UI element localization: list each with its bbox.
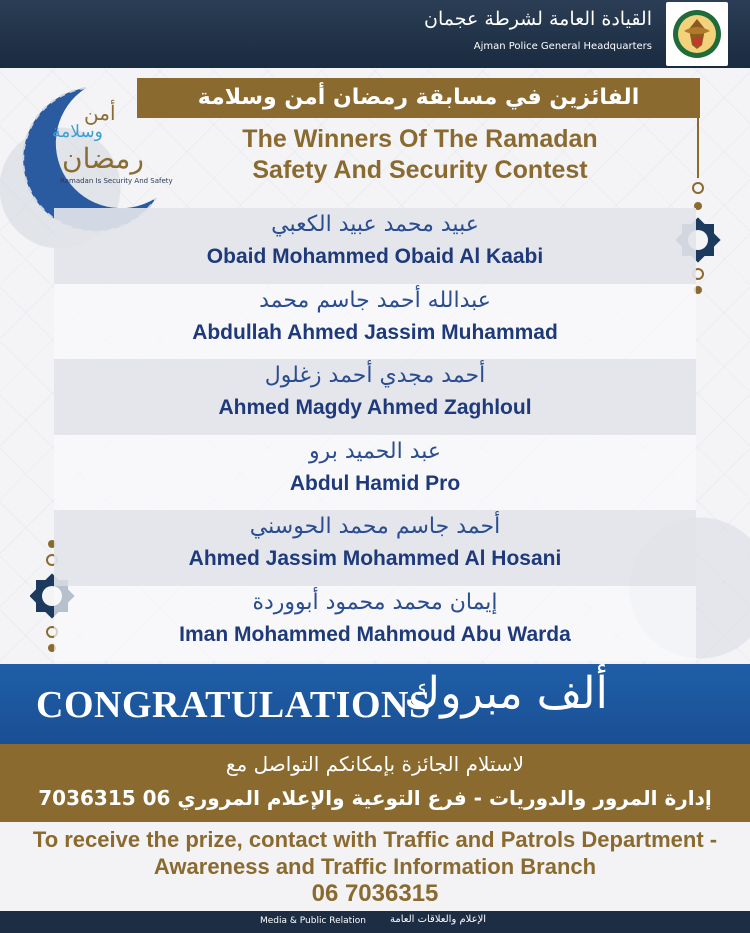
winner-name-en: Obaid Mohammed Obaid Al Kaabi bbox=[206, 245, 544, 268]
winner-row bbox=[54, 284, 696, 360]
winner-name-ar: عبيد محمد عبيد الكعبي bbox=[271, 212, 479, 237]
police-crest-icon bbox=[666, 2, 728, 66]
winner-row bbox=[54, 208, 696, 284]
contact-ar-line2: إدارة المرور والدوريات - فرع التوعية والإعلام المروري 06 7036315 bbox=[38, 786, 712, 810]
logo-text-ramadan: رمضان bbox=[62, 142, 144, 175]
title-ar: الفائزين في مسابقة رمضان أمن وسلامة bbox=[197, 85, 640, 110]
title-en bbox=[190, 124, 650, 186]
contact-ar-line1: لاستلام الجائزة بإمكانكم التواصل مع bbox=[225, 752, 525, 776]
header-title-en: Ajman Police General Headquarters bbox=[473, 41, 652, 52]
contact-en-line1: To receive the prize, contact with Traffic and Patrols Department - bbox=[32, 827, 718, 852]
footer-en: Media & Public Relation bbox=[260, 916, 366, 926]
winner-name-en: Ahmed Magdy Ahmed Zaghloul bbox=[218, 396, 532, 419]
footer-ar: الإعلام والعلاقات العامة bbox=[390, 914, 487, 925]
contact-en-line2: Awareness and Traffic Information Branch bbox=[153, 854, 597, 879]
winner-name-en: Abdul Hamid Pro bbox=[289, 471, 461, 495]
winner-name-ar: عبدالله أحمد جاسم محمد bbox=[259, 287, 491, 313]
winner-name-en: Iman Mohammed Mahmoud Abu Warda bbox=[179, 622, 571, 646]
title-en-line1: The Winners Of The Ramadan bbox=[242, 125, 598, 153]
winner-row bbox=[54, 586, 696, 662]
header-title-ar: القيادة العامة لشرطة عجمان bbox=[424, 8, 652, 30]
logo-tagline: Ramadan Is Security And Safety bbox=[60, 177, 173, 185]
winners-list bbox=[54, 208, 696, 661]
winner-row bbox=[54, 435, 696, 511]
winner-name-en: Ahmed Jassim Mohammed Al Hosani bbox=[188, 547, 562, 570]
winner-row bbox=[54, 359, 696, 435]
contact-en bbox=[0, 826, 750, 880]
congrats-en: CONGRATULATIONS bbox=[36, 684, 431, 726]
title-en-line2: Safety And Security Contest bbox=[252, 156, 588, 184]
winner-row bbox=[54, 510, 696, 586]
decor-line-right bbox=[697, 118, 699, 178]
winner-name-ar: أحمد جاسم محمد الحوسني bbox=[249, 514, 501, 539]
footer-bar bbox=[0, 911, 750, 933]
contact-phone: 06 7036315 bbox=[311, 880, 439, 907]
logo-text-amn: أمن bbox=[84, 101, 116, 125]
winner-name-ar: أحمد مجدي أحمد زغلول bbox=[264, 363, 486, 388]
winner-name-ar: عبد الحميد برو bbox=[308, 438, 442, 464]
winner-name-en: Abdullah Ahmed Jassim Muhammad bbox=[192, 320, 558, 344]
winner-name-ar: إيمان محمد محمود أبووردة bbox=[252, 589, 498, 615]
logo-text-salama: وسلامة bbox=[52, 122, 103, 142]
congrats-ar: ألف مبروك bbox=[404, 668, 608, 719]
